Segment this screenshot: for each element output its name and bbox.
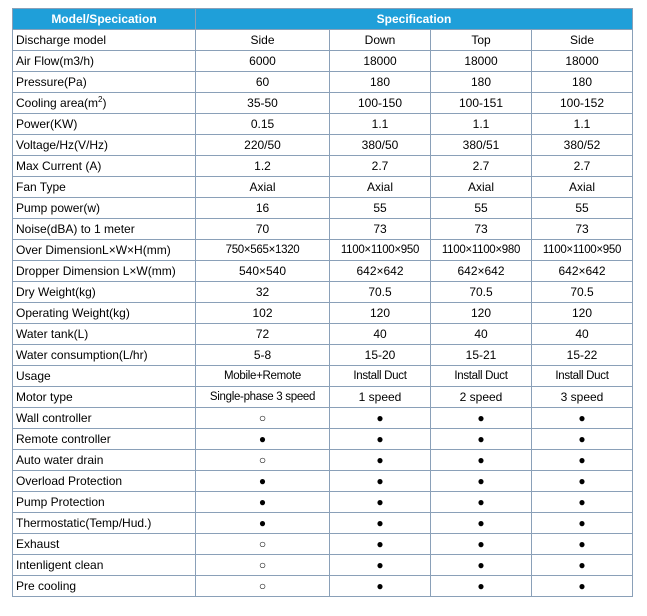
spec-value-cell: ○	[196, 450, 330, 471]
spec-value-cell: 40	[532, 324, 633, 345]
table-row	[13, 492, 633, 513]
spec-value-cell: 380/51	[431, 135, 532, 156]
table-row	[13, 198, 633, 219]
table-row	[13, 345, 633, 366]
spec-value-cell: 120	[532, 303, 633, 324]
spec-value-cell: 40	[330, 324, 431, 345]
spec-value-cell: ●	[196, 429, 330, 450]
spec-value-cell: ●	[196, 471, 330, 492]
spec-value-cell: 55	[431, 198, 532, 219]
spec-value-cell: 32	[196, 282, 330, 303]
header-row	[13, 9, 633, 30]
table-row	[13, 177, 633, 198]
spec-value-cell: 100-150	[330, 93, 431, 114]
spec-value-cell: 5-8	[196, 345, 330, 366]
spec-value-cell: Side	[532, 30, 633, 51]
row-label: Max Current (A)	[13, 156, 196, 177]
spec-value-cell: ●	[431, 450, 532, 471]
row-label: Pump Protection	[13, 492, 196, 513]
spec-value-cell: ●	[431, 408, 532, 429]
spec-value-cell: Install Duct	[532, 366, 633, 387]
spec-value-cell: 15-21	[431, 345, 532, 366]
spec-value-cell: 380/50	[330, 135, 431, 156]
spec-value-cell: 73	[532, 219, 633, 240]
spec-value-cell: 2.7	[330, 156, 431, 177]
row-label: Fan Type	[13, 177, 196, 198]
table-row	[13, 471, 633, 492]
spec-value-cell: ●	[532, 450, 633, 471]
row-label: Motor type	[13, 387, 196, 408]
spec-value-cell: 73	[431, 219, 532, 240]
spec-value-cell: 1.2	[196, 156, 330, 177]
spec-value-cell: ●	[431, 513, 532, 534]
spec-value-cell: 642×642	[330, 261, 431, 282]
row-label: Intenligent clean	[13, 555, 196, 576]
spec-value-cell: 102	[196, 303, 330, 324]
row-label: Auto water drain	[13, 450, 196, 471]
spec-value-cell: 2 speed	[431, 387, 532, 408]
row-label: Usage	[13, 366, 196, 387]
row-label: Air Flow(m3/h)	[13, 51, 196, 72]
spec-value-cell: 120	[330, 303, 431, 324]
spec-value-cell: ●	[431, 534, 532, 555]
spec-table	[12, 8, 633, 597]
row-label: Cooling $area(m^2)$	[13, 93, 196, 114]
spec-value-cell: 55	[532, 198, 633, 219]
spec-value-cell: ●	[330, 408, 431, 429]
spec-value-cell: 15-22	[532, 345, 633, 366]
spec-value-cell: 70.5	[431, 282, 532, 303]
spec-value-cell: ●	[532, 471, 633, 492]
table-row	[13, 324, 633, 345]
spec-value-cell: Install Duct	[431, 366, 532, 387]
table-row	[13, 366, 633, 387]
spec-value-cell: 15-20	[330, 345, 431, 366]
spec-value-cell: 1 speed	[330, 387, 431, 408]
table-row	[13, 51, 633, 72]
spec-value-cell: 73	[330, 219, 431, 240]
spec-value-cell: Side	[196, 30, 330, 51]
spec-value-cell: 60	[196, 72, 330, 93]
spec-value-cell: 2.7	[532, 156, 633, 177]
spec-value-cell: 55	[330, 198, 431, 219]
spec-value-cell: 70.5	[330, 282, 431, 303]
spec-value-cell: 18000	[532, 51, 633, 72]
row-label: Pump power(w)	[13, 198, 196, 219]
row-label: Water tank(L)	[13, 324, 196, 345]
spec-value-cell: 1100×1100×950	[532, 240, 633, 261]
spec-value-cell: 540×540	[196, 261, 330, 282]
row-label: Noise(dBA) to 1 meter	[13, 219, 196, 240]
spec-value-cell: ●	[431, 576, 532, 597]
spec-value-cell: ○	[196, 576, 330, 597]
spec-value-cell: 180	[330, 72, 431, 93]
spec-value-cell: 40	[431, 324, 532, 345]
spec-value-cell: ●	[196, 513, 330, 534]
spec-value-cell: ○	[196, 408, 330, 429]
table-row	[13, 261, 633, 282]
spec-value-cell: 750×565×1320	[196, 240, 330, 261]
table-row	[13, 135, 633, 156]
table-row	[13, 93, 633, 114]
spec-value-cell: 100-151	[431, 93, 532, 114]
row-label: Over DimensionL×W×H(mm)	[13, 240, 196, 261]
spec-value-cell: ○	[196, 534, 330, 555]
spec-value-cell: 120	[431, 303, 532, 324]
spec-value-cell: Top	[431, 30, 532, 51]
table-row	[13, 408, 633, 429]
spec-value-cell: 220/50	[196, 135, 330, 156]
table-row	[13, 555, 633, 576]
spec-value-cell: 72	[196, 324, 330, 345]
spec-value-cell: ●	[532, 492, 633, 513]
spec-value-cell: ●	[431, 471, 532, 492]
table-row	[13, 282, 633, 303]
spec-value-cell: 1100×1100×950	[330, 240, 431, 261]
table-row	[13, 303, 633, 324]
spec-value-cell: ●	[431, 492, 532, 513]
spec-value-cell: ●	[532, 576, 633, 597]
spec-value-cell: ●	[330, 429, 431, 450]
spec-value-cell: ●	[330, 576, 431, 597]
row-label: Exhaust	[13, 534, 196, 555]
spec-value-cell: 180	[431, 72, 532, 93]
spec-value-cell: 1.1	[330, 114, 431, 135]
spec-value-cell: 18000	[330, 51, 431, 72]
spec-value-cell: Axial	[532, 177, 633, 198]
spec-value-cell: 6000	[196, 51, 330, 72]
spec-value-cell: ●	[330, 555, 431, 576]
spec-value-cell: ○	[196, 555, 330, 576]
spec-value-cell: 380/52	[532, 135, 633, 156]
spec-value-cell: Install Duct	[330, 366, 431, 387]
spec-value-cell: ●	[431, 555, 532, 576]
spec-value-cell: 70	[196, 219, 330, 240]
spec-value-cell: 1.1	[532, 114, 633, 135]
row-label: Overload Protection	[13, 471, 196, 492]
spec-value-cell: 35-50	[196, 93, 330, 114]
spec-value-cell: ●	[330, 492, 431, 513]
spec-value-cell: 3 speed	[532, 387, 633, 408]
spec-value-cell: ●	[431, 429, 532, 450]
table-row	[13, 429, 633, 450]
spec-value-cell: ●	[532, 534, 633, 555]
table-row	[13, 240, 633, 261]
spec-value-cell: 2.7	[431, 156, 532, 177]
spec-value-cell: 18000	[431, 51, 532, 72]
spec-value-cell: Single-phase 3 speed	[196, 387, 330, 408]
header-model-cell: Model/Specication	[13, 9, 196, 30]
spec-value-cell: Axial	[196, 177, 330, 198]
table-row	[13, 156, 633, 177]
row-label: Power(KW)	[13, 114, 196, 135]
row-label: Operating Weight(kg)	[13, 303, 196, 324]
spec-value-cell: ●	[532, 408, 633, 429]
table-row	[13, 450, 633, 471]
row-label: Dry Weight(kg)	[13, 282, 196, 303]
row-label: Discharge model	[13, 30, 196, 51]
spec-value-cell: 1.1	[431, 114, 532, 135]
spec-value-cell: 642×642	[431, 261, 532, 282]
spec-value-cell: Axial	[330, 177, 431, 198]
table-row	[13, 576, 633, 597]
table-row	[13, 534, 633, 555]
row-label: Pre cooling	[13, 576, 196, 597]
table-row	[13, 219, 633, 240]
spec-table-body	[13, 30, 633, 597]
spec-value-cell: Mobile+Remote	[196, 366, 330, 387]
row-label: Pressure(Pa)	[13, 72, 196, 93]
row-label: Dropper Dimension L×W(mm)	[13, 261, 196, 282]
table-row	[13, 72, 633, 93]
spec-value-cell: ●	[532, 513, 633, 534]
row-label: Wall controller	[13, 408, 196, 429]
row-label: Thermostatic(Temp/Hud.)	[13, 513, 196, 534]
spec-value-cell: ●	[330, 471, 431, 492]
spec-value-cell: ●	[330, 513, 431, 534]
spec-value-cell: ●	[330, 534, 431, 555]
table-row	[13, 513, 633, 534]
row-label: Voltage/Hz(V/Hz)	[13, 135, 196, 156]
spec-value-cell: Down	[330, 30, 431, 51]
spec-value-cell: 642×642	[532, 261, 633, 282]
header-spec-cell: Specification	[196, 9, 633, 30]
spec-value-cell: ●	[330, 450, 431, 471]
spec-value-cell: 180	[532, 72, 633, 93]
spec-value-cell: ●	[532, 429, 633, 450]
spec-value-cell: 70.5	[532, 282, 633, 303]
table-row	[13, 387, 633, 408]
spec-value-cell: ●	[532, 555, 633, 576]
table-row	[13, 30, 633, 51]
spec-value-cell: ●	[196, 492, 330, 513]
spec-value-cell: 16	[196, 198, 330, 219]
row-label: Remote controller	[13, 429, 196, 450]
spec-value-cell: Axial	[431, 177, 532, 198]
spec-value-cell: 100-152	[532, 93, 633, 114]
row-label: Water consumption(L/hr)	[13, 345, 196, 366]
spec-value-cell: 1100×1100×980	[431, 240, 532, 261]
spec-value-cell: 0.15	[196, 114, 330, 135]
table-row	[13, 114, 633, 135]
